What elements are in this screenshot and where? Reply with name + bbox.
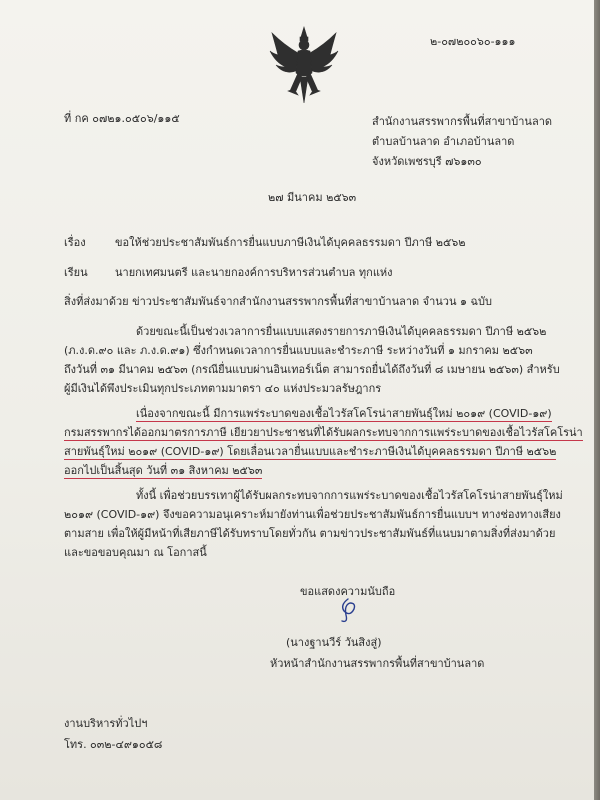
paragraph-line: (ภ.ง.ด.๙๐ และ ภ.ง.ด.๙๑) ซึ่งกำหนดเวลาการยื่นแบบและชำระภาษี ระหว่างวันที่ ๑ มกราคม ๒๕๖๓ (64, 344, 533, 357)
highlighted-line: ออกไปเป็นสิ้นสุด วันที่ ๓๑ สิงหาคม ๒๕๖๓ (64, 464, 263, 477)
letter-date: ๒๗ มีนาคม ๒๕๖๓ (268, 191, 357, 204)
signer-name: (นางฐานวีร์ วันสิงสู่) (286, 636, 382, 649)
sender-address (372, 112, 552, 172)
closing-salutation: ขอแสดงความนับถือ (300, 585, 396, 598)
paragraph-line: ตามสาย เพื่อให้ผู้มีหน้าที่เสียภาษีได้รับทราบโดยทั่วกัน ตามข่าวประชาสัมพันธ์ที่แนบมาตามสิ่งที่ส่งมาด้วย (64, 527, 556, 540)
document-code: ๒-๐๗๒๐๐๖๐-๑๑๑ (430, 35, 516, 48)
garuda-emblem-icon (268, 25, 340, 107)
sender-province: จังหวัดเพชรบุรี ๗๖๑๓๐ (372, 155, 482, 168)
highlighted-line: กรมสรรพากรได้ออกมาตรการภาษี เยียวยาประชาชนที่ได้รับผลกระทบจากการแพร่ระบาดของเชื้อไวรัสโคโรน่า (64, 426, 583, 439)
paragraph-line: ทั้งนี้ เพื่อช่วยบรรเทาผู้ได้รับผลกระทบจากการแพร่ระบาดของเชื้อไวรัสโคโรน่าสายพันธุ์ใหม่ (136, 489, 563, 502)
paragraph-line: และขอขอบคุณมา ณ โอกาสนี้ (64, 546, 207, 559)
paragraph-line: ด้วยขณะนี้เป็นช่วงเวลาการยื่นแบบแสดงรายการภาษีเงินได้บุคคลธรรมดา ปีภาษี ๒๕๖๒ (136, 325, 547, 338)
paragraph-3 (64, 486, 563, 562)
paragraph-1 (64, 322, 560, 398)
highlighted-line: เนื่องจากขณะนี้ มีการแพร่ระบาดของเชื้อไวรัสโคโรน่าสายพันธุ์ใหม่ ๒๐๑๙ (COVID-๑๙) (136, 407, 552, 420)
reference-number: ที่ กค ๐๗๒๑.๐๕๐๖/๑๑๕ (64, 112, 180, 125)
sender-office: สำนักงานสรรพากรพื้นที่สาขาบ้านลาด (372, 115, 553, 128)
recipient-label: เรียน (64, 266, 88, 279)
paragraph-line: ถึงวันที่ ๓๑ มีนาคม ๒๕๖๓ (กรณียื่นแบบผ่านอินเทอร์เน็ต สามารถยื่นได้ถึงวันที่ ๘ เมษายน ๒๕๖๓) สำหรับ (64, 363, 560, 376)
paragraph-2-highlighted (64, 404, 583, 480)
paragraph-line: ๒๐๑๙ (COVID-๑๙) จึงขอความอนุเคราะห์มายังท่านเพื่อช่วยประชาสัมพันธ์การยื่นแบบฯ ทางช่องทางเสียง (64, 508, 561, 521)
footer-phone: โทร. ๐๓๒-๔๙๑๐๕๘ (64, 738, 163, 751)
sender-subdistrict: ตำบลบ้านลาด อำเภอบ้านลาด (372, 135, 515, 148)
recipient-text: นายกเทศมนตรี และนายกองค์การบริหารส่วนตำบล ทุกแห่ง (115, 266, 393, 279)
footer-department: งานบริหารทั่วไปฯ (64, 717, 148, 730)
signer-title: หัวหน้าสำนักงานสรรพากรพื้นที่สาขาบ้านลาด (270, 657, 485, 670)
enclosure-line: สิ่งที่ส่งมาด้วย ข่าวประชาสัมพันธ์จากสำนักงานสรรพากรพื้นที่สาขาบ้านลาด จำนวน ๑ ฉบับ (64, 295, 492, 308)
subject-text: ขอให้ช่วยประชาสัมพันธ์การยื่นแบบภาษีเงินได้บุคคลธรรมดา ปีภาษี ๒๕๖๒ (115, 236, 466, 249)
subject-label: เรื่อง (64, 236, 86, 249)
background-edge (594, 0, 600, 800)
paragraph-line: ผู้มีเงินได้พึงประเมินทุกประเภทตามมาตรา ๔๐ แห่งประมวลรัษฎากร (64, 382, 382, 395)
signature-icon (330, 595, 370, 625)
highlighted-line: สายพันธุ์ใหม่ ๒๐๑๙ (COVID-๑๙) โดยเลื่อนเวลายื่นแบบและชำระภาษีเงินได้บุคคลธรรมดา ปีภาษี ๒๕๖๒ (64, 445, 557, 458)
